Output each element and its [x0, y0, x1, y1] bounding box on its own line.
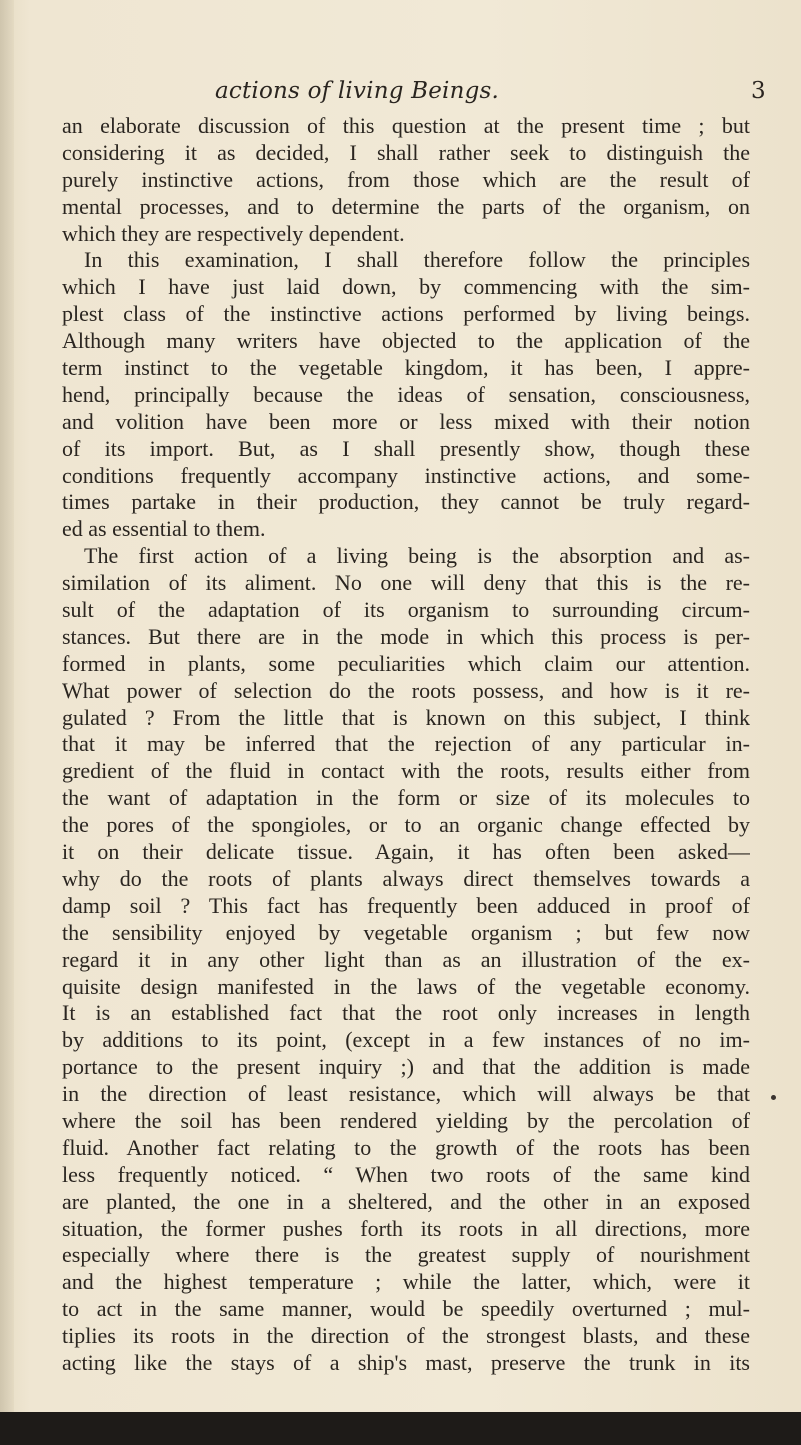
text-line: similation of its aliment. No one will deny that this is the re-: [62, 570, 750, 596]
running-title: actions of living Beings.: [215, 78, 500, 104]
text-line: an elaborate discussion of this question at the present time ; but: [62, 113, 750, 138]
page-binding-edge: [0, 0, 14, 1445]
text-line: which they are respectively dependent.: [62, 220, 405, 246]
text-line: plest class of the instinctive actions performed by living beings.: [62, 301, 750, 327]
text-line: times partake in their production, they cannot be truly regard-: [62, 489, 750, 515]
text-line: by additions to its point, (except in a few instances of no im-: [62, 1027, 750, 1053]
text-line: the sensibility enjoyed by vegetable organism ; but few now: [62, 919, 750, 945]
text-line: to act in the same manner, would be speedily overturned ; mul-: [62, 1296, 750, 1322]
text-line: gredient of the fluid in contact with the roots, results either from: [62, 758, 750, 784]
text-line: tiplies its roots in the direction of the strongest blasts, and these: [62, 1323, 750, 1349]
text-line: hend, principally because the ideas of sensation, consciousness,: [62, 381, 750, 407]
text-line: The first action of a living being is the absorption and as-: [84, 543, 750, 569]
text-line: It is an established fact that the root only increases in length: [62, 1000, 750, 1026]
text-line: in the direction of least resistance, which will always be that: [62, 1081, 750, 1107]
text-line: mental processes, and to determine the parts of the organism, on: [62, 193, 750, 219]
text-line: and the highest temperature ; while the latter, which, were it: [62, 1269, 750, 1295]
text-line: What power of selection do the roots possess, and how is it re-: [62, 677, 750, 703]
text-line: quisite design manifested in the laws of the vegetable economy.: [62, 973, 750, 999]
text-line: Although many writers have objected to the application of the: [62, 328, 750, 354]
text-line: why do the roots of plants always direct themselves towards a: [62, 865, 750, 891]
text-line: portance to the present inquiry ;) and that the addition is made: [62, 1054, 750, 1080]
ink-speck: [771, 1095, 776, 1100]
page-header: [0, 76, 801, 106]
text-line: ed as essential to them.: [62, 516, 266, 542]
text-line: fluid. Another fact relating to the growth of the roots has been: [62, 1134, 750, 1160]
text-line: are planted, the one in a sheltered, and the other in an exposed: [62, 1188, 750, 1214]
text-line: where the soil has been rendered yielding by the percolation of: [62, 1107, 750, 1133]
text-line: sult of the adaptation of its organism to surrounding circum-: [62, 597, 750, 623]
text-line: damp soil ? This fact has frequently been adduced in proof of: [62, 892, 750, 918]
body-text: [62, 113, 750, 1377]
text-line: it on their delicate tissue. Again, it has often been asked—: [62, 839, 750, 865]
text-line: the pores of the spongioles, or to an organic change effected by: [62, 812, 750, 838]
text-line: acting like the stays of a ship's mast, preserve the trunk in its: [62, 1349, 750, 1375]
text-line: the want of adaptation in the form or size of its molecules to: [62, 785, 750, 811]
text-line: less frequently noticed. “ When two roots of the same kind: [62, 1161, 750, 1187]
text-line: which I have just laid down, by commencing with the sim-: [62, 274, 750, 300]
text-line: purely instinctive actions, from those which are the result of: [62, 166, 750, 192]
text-line: that it may be inferred that the rejection of any particular in-: [62, 731, 750, 757]
text-line: In this examination, I shall therefore follow the principles: [84, 247, 750, 273]
text-line: term instinct to the vegetable kingdom, it has been, I appre-: [62, 355, 750, 381]
text-line: of its import. But, as I shall presently show, though these: [62, 435, 750, 461]
text-line: situation, the former pushes forth its roots in all directions, more: [62, 1215, 750, 1241]
page-number: 3: [751, 78, 766, 104]
text-line: stances. But there are in the mode in which this process is per-: [62, 623, 750, 649]
text-line: conditions frequently accompany instinctive actions, and some-: [62, 462, 750, 488]
text-line: considering it as decided, I shall rather seek to distinguish the: [62, 139, 750, 165]
text-line: gulated ? From the little that is known on this subject, I think: [62, 704, 750, 730]
text-line: regard it in any other light than as an illustration of the ex-: [62, 946, 750, 972]
scan-bottom-edge: [0, 1412, 801, 1445]
text-line: formed in plants, some peculiarities which claim our attention.: [62, 650, 750, 676]
text-line: and volition have been more or less mixed with their notion: [62, 408, 750, 434]
text-line: especially where there is the greatest supply of nourishment: [62, 1242, 750, 1268]
